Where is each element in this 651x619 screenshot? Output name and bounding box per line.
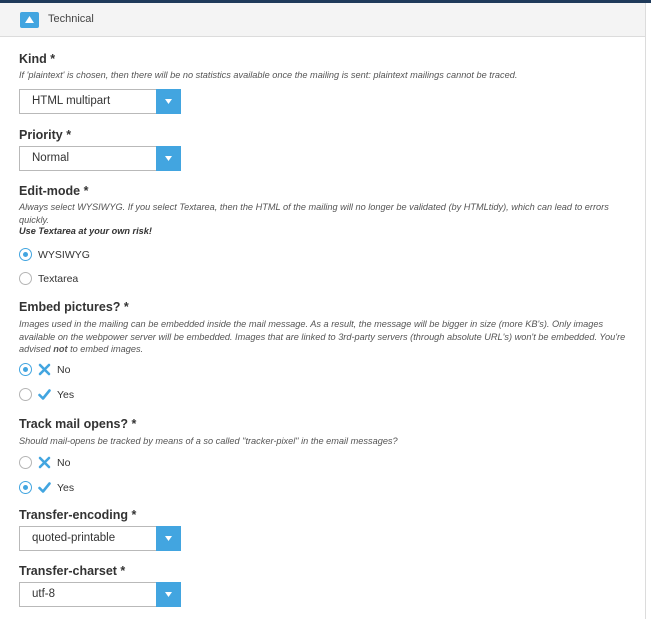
kind-select[interactable] bbox=[19, 89, 181, 114]
track-yes-label: Yes bbox=[57, 482, 75, 494]
track-no-label: No bbox=[57, 457, 71, 469]
check-icon bbox=[38, 388, 51, 401]
priority-select[interactable] bbox=[19, 146, 181, 171]
transfer-encoding-label: Transfer-encoding * bbox=[19, 508, 137, 522]
priority-dropdown-button[interactable] bbox=[156, 146, 181, 171]
collapse-toggle-button[interactable] bbox=[20, 12, 39, 28]
transfer-charset-label: Transfer-charset * bbox=[19, 564, 126, 578]
panel-header[interactable] bbox=[0, 3, 646, 37]
caret-down-icon bbox=[165, 536, 172, 541]
embed-no-label: No bbox=[57, 364, 71, 376]
embed-yes-label: Yes bbox=[57, 389, 75, 401]
embed-pictures-help bbox=[19, 318, 629, 356]
kind-help: If 'plaintext' is chosen, then there will be no statistics available once the mailing is sent: plaintext mailings cannot be traced. bbox=[19, 70, 518, 80]
caret-down-icon bbox=[165, 156, 172, 161]
track-no-radio[interactable] bbox=[19, 456, 32, 469]
embed-help-text: Images used in the mailing can be embedded inside the mail message. As a result, the message will be bigger in size (more KB's). Only images available on the webpower server will be embedded. Images that are linked to 3rd-party servers (through absolute URL's) won't be embedded. You're advised bbox=[19, 319, 626, 354]
embed-help-emphasis: not bbox=[53, 344, 68, 354]
triangle-up-icon bbox=[25, 16, 34, 23]
caret-down-icon bbox=[165, 99, 172, 104]
transfer-charset-value: utf-8 bbox=[32, 588, 56, 600]
embed-yes-radio[interactable] bbox=[19, 388, 32, 401]
embed-no-radio[interactable] bbox=[19, 363, 32, 376]
transfer-encoding-value: quoted-printable bbox=[32, 532, 116, 544]
transfer-charset-select[interactable] bbox=[19, 582, 181, 607]
priority-value: Normal bbox=[32, 152, 70, 164]
transfer-encoding-select[interactable] bbox=[19, 526, 181, 551]
embed-help-tail: to embed images. bbox=[67, 344, 144, 354]
check-icon bbox=[38, 481, 51, 494]
track-opens-label: Track mail opens? * bbox=[19, 417, 137, 431]
panel-title: Technical bbox=[48, 13, 94, 25]
priority-label: Priority * bbox=[19, 128, 72, 142]
kind-value: HTML multipart bbox=[32, 95, 111, 107]
wysiwyg-radio[interactable] bbox=[19, 248, 32, 261]
textarea-radio[interactable] bbox=[19, 272, 32, 285]
cross-icon bbox=[38, 456, 51, 469]
edit-mode-warning: Use Textarea at your own risk! bbox=[19, 226, 152, 236]
track-opens-help: Should mail-opens be tracked by means of a so called "tracker-pixel" in the email messages? bbox=[19, 436, 398, 446]
transfer-charset-dropdown-button[interactable] bbox=[156, 582, 181, 607]
transfer-encoding-dropdown-button[interactable] bbox=[156, 526, 181, 551]
track-yes-radio[interactable] bbox=[19, 481, 32, 494]
kind-label: Kind * bbox=[19, 52, 56, 66]
textarea-label: Textarea bbox=[38, 273, 79, 285]
edit-mode-help: Always select WYSIWYG. If you select Textarea, then the HTML of the mailing will no longer be validated (by HTMLtidy), which can lead to errors quickly. bbox=[19, 202, 609, 225]
caret-down-icon bbox=[165, 592, 172, 597]
cross-icon bbox=[38, 363, 51, 376]
kind-dropdown-button[interactable] bbox=[156, 89, 181, 114]
edit-mode-label: Edit-mode * bbox=[19, 184, 89, 198]
wysiwyg-label: WYSIWYG bbox=[38, 249, 90, 261]
embed-pictures-label: Embed pictures? * bbox=[19, 300, 129, 314]
panel-body bbox=[0, 37, 646, 619]
